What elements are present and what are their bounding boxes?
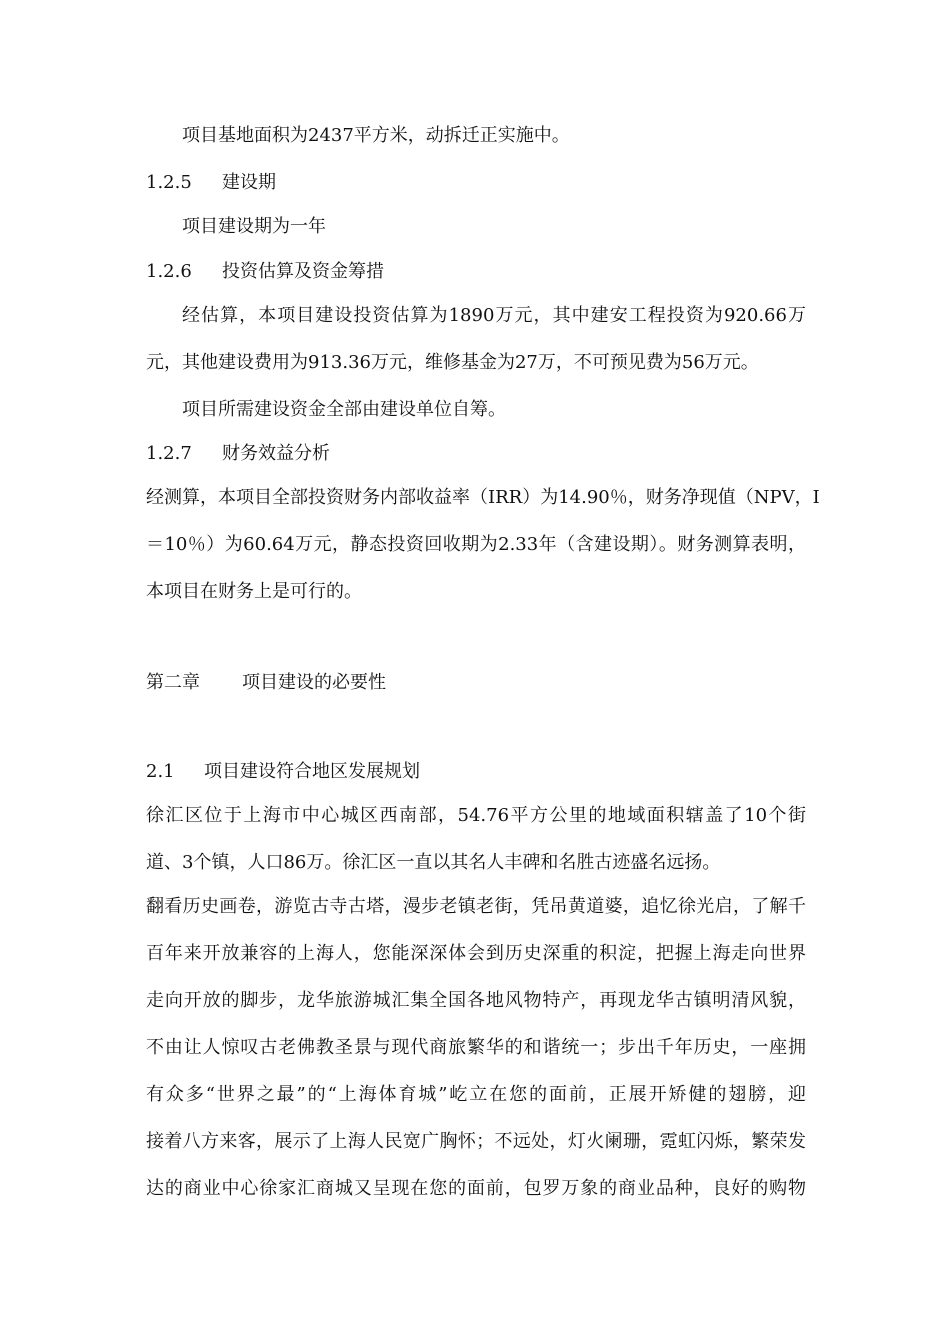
paragraph-line: 项目所需建设资金全部由建设单位自筹。 xyxy=(182,399,506,420)
paragraph-line: 元，其他建设费用为913.36万元，维修基金为27万，不可预见费为56万元。 xyxy=(146,352,759,373)
heading-number: 1.2.7 xyxy=(146,443,192,464)
paragraph-line: 不由让人惊叹古老佛教圣景与现代商旅繁华的和谐统一；步出千年历史，一座拥 xyxy=(146,1037,806,1058)
paragraph-site-area: 项目基地面积为2437平方米，动拆迁正实施中。 xyxy=(182,125,570,146)
heading-number: 1.2.5 xyxy=(146,172,192,193)
paragraph-line: 徐汇区位于上海市中心城区西南部，54.76平方公里的地域面积辖盖了10个街 xyxy=(146,805,806,826)
chapter-heading xyxy=(146,671,386,695)
heading-number: 1.2.6 xyxy=(146,261,192,282)
paragraph-line: 有众多“世界之最”的“上海体育城”屹立在您的面前，正展开矫健的翅膀，迎 xyxy=(146,1084,806,1105)
heading-1-2-5 xyxy=(146,171,276,195)
chapter-title: 项目建设的必要性 xyxy=(242,672,386,693)
paragraph-line: 达的商业中心徐家汇商城又呈现在您的面前，包罗万象的商业品种，良好的购物 xyxy=(146,1178,806,1199)
heading-number: 2.1 xyxy=(146,761,175,782)
heading-title: 项目建设符合地区发展规划 xyxy=(204,761,420,782)
paragraph-line: ＝10％）为60.64万元，静态投资回收期为2.33年（含建设期）。财务测算表明， xyxy=(146,534,806,555)
heading-2-1 xyxy=(146,760,420,784)
heading-title: 投资估算及资金筹措 xyxy=(222,261,384,282)
paragraph-line: 百年来开放兼容的上海人，您能深深体会到历史深重的积淀，把握上海走向世界 xyxy=(146,943,806,964)
paragraph-line: 经估算，本项目建设投资估算为1890万元，其中建安工程投资为920.66万 xyxy=(182,305,806,326)
paragraph-line: 翻看历史画卷，游览古寺古塔，漫步老镇老街，凭吊黄道婆，追忆徐光启，了解千 xyxy=(146,896,806,917)
heading-title: 财务效益分析 xyxy=(222,443,330,464)
heading-1-2-7 xyxy=(146,442,330,466)
paragraph-line: 经测算，本项目全部投资财务内部收益率（IRR）为14.90％，财务净现值（NPV，I xyxy=(146,487,820,508)
paragraph-line: 道、3个镇，人口86万。徐汇区一直以其名人丰碑和名胜古迹盛名远扬。 xyxy=(146,852,721,873)
paragraph-line: 接着八方来客，展示了上海人民宽广胸怀；不远处，灯火阑珊，霓虹闪烁，繁荣发 xyxy=(146,1131,806,1152)
paragraph-line: 本项目在财务上是可行的。 xyxy=(146,581,362,602)
heading-title: 建设期 xyxy=(222,172,276,193)
chapter-label: 第二章 xyxy=(146,672,200,693)
paragraph-line: 走向开放的脚步，龙华旅游城汇集全国各地风物特产，再现龙华古镇明清风貌， xyxy=(146,990,806,1011)
heading-1-2-6 xyxy=(146,260,384,284)
paragraph-construction-period: 项目建设期为一年 xyxy=(182,216,326,237)
